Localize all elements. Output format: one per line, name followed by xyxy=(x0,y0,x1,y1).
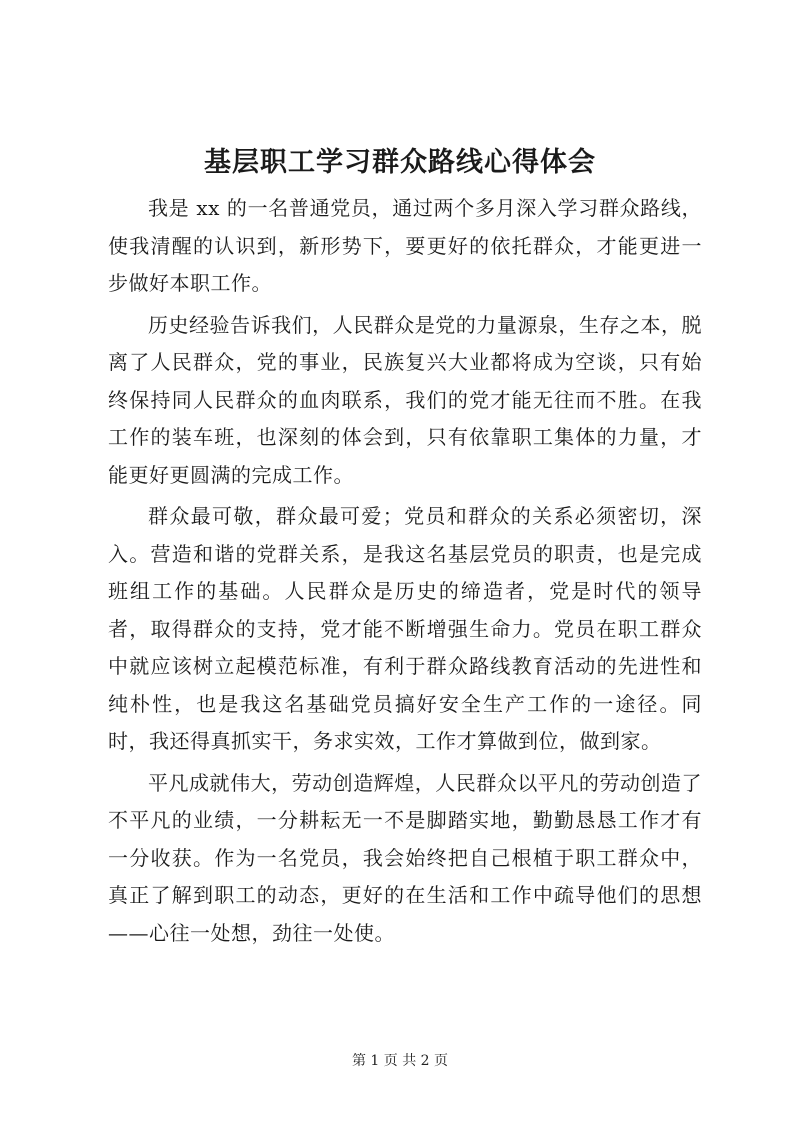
paragraph: 平凡成就伟大，劳动创造辉煌，人民群众以平凡的劳动创造了不平凡的业绩，一分耕耘无一不是脚踏实地，勤勤恳恳工作才有一分收获。作为一名党员，我会始终把自己根植于职工群众中，真正了解到职工的动态，更好的在生活和工作中疏导他们的思想——心往一处想，劲往一处使。 xyxy=(108,770,702,945)
page-number-footer: 第 1 页 共 2 页 xyxy=(351,1053,449,1069)
paragraph: 我是 xx 的一名普通党员，通过两个多月深入学习群众路线，使我清醒的认识到，新形势下，要更好的依托群众，才能更进一步做好本职工作。 xyxy=(108,196,702,295)
paragraph: 群众最可敬，群众最可爱；党员和群众的关系必须密切，深入。营造和谐的党群关系，是我这名基层党员的职责，也是完成班组工作的基础。人民群众是历史的缔造者，党是时代的领导者，取得群众的支持，党才能不断增强生命力。党员在职工群众中就应该树立起模范标准，有利于群众路线教育活动的先进性和纯朴性，也是我这名基础党员搞好安全生产工作的一途径。同时，我还得真抓实干，务求实效，工作才算做到位，做到家。 xyxy=(108,504,702,753)
document-body xyxy=(108,190,702,956)
paragraph: 历史经验告诉我们，人民群众是党的力量源泉，生存之本，脱离了人民群众，党的事业，民族复兴大业都将成为空谈，只有始终保持同人民群众的血肉联系，我们的党才能无往而不胜。在我工作的装车班，也深刻的体会到，只有依靠职工集体的力量，才能更好更圆满的完成工作。 xyxy=(108,312,702,487)
document-title: 基层职工学习群众路线心得体会 xyxy=(204,147,596,178)
